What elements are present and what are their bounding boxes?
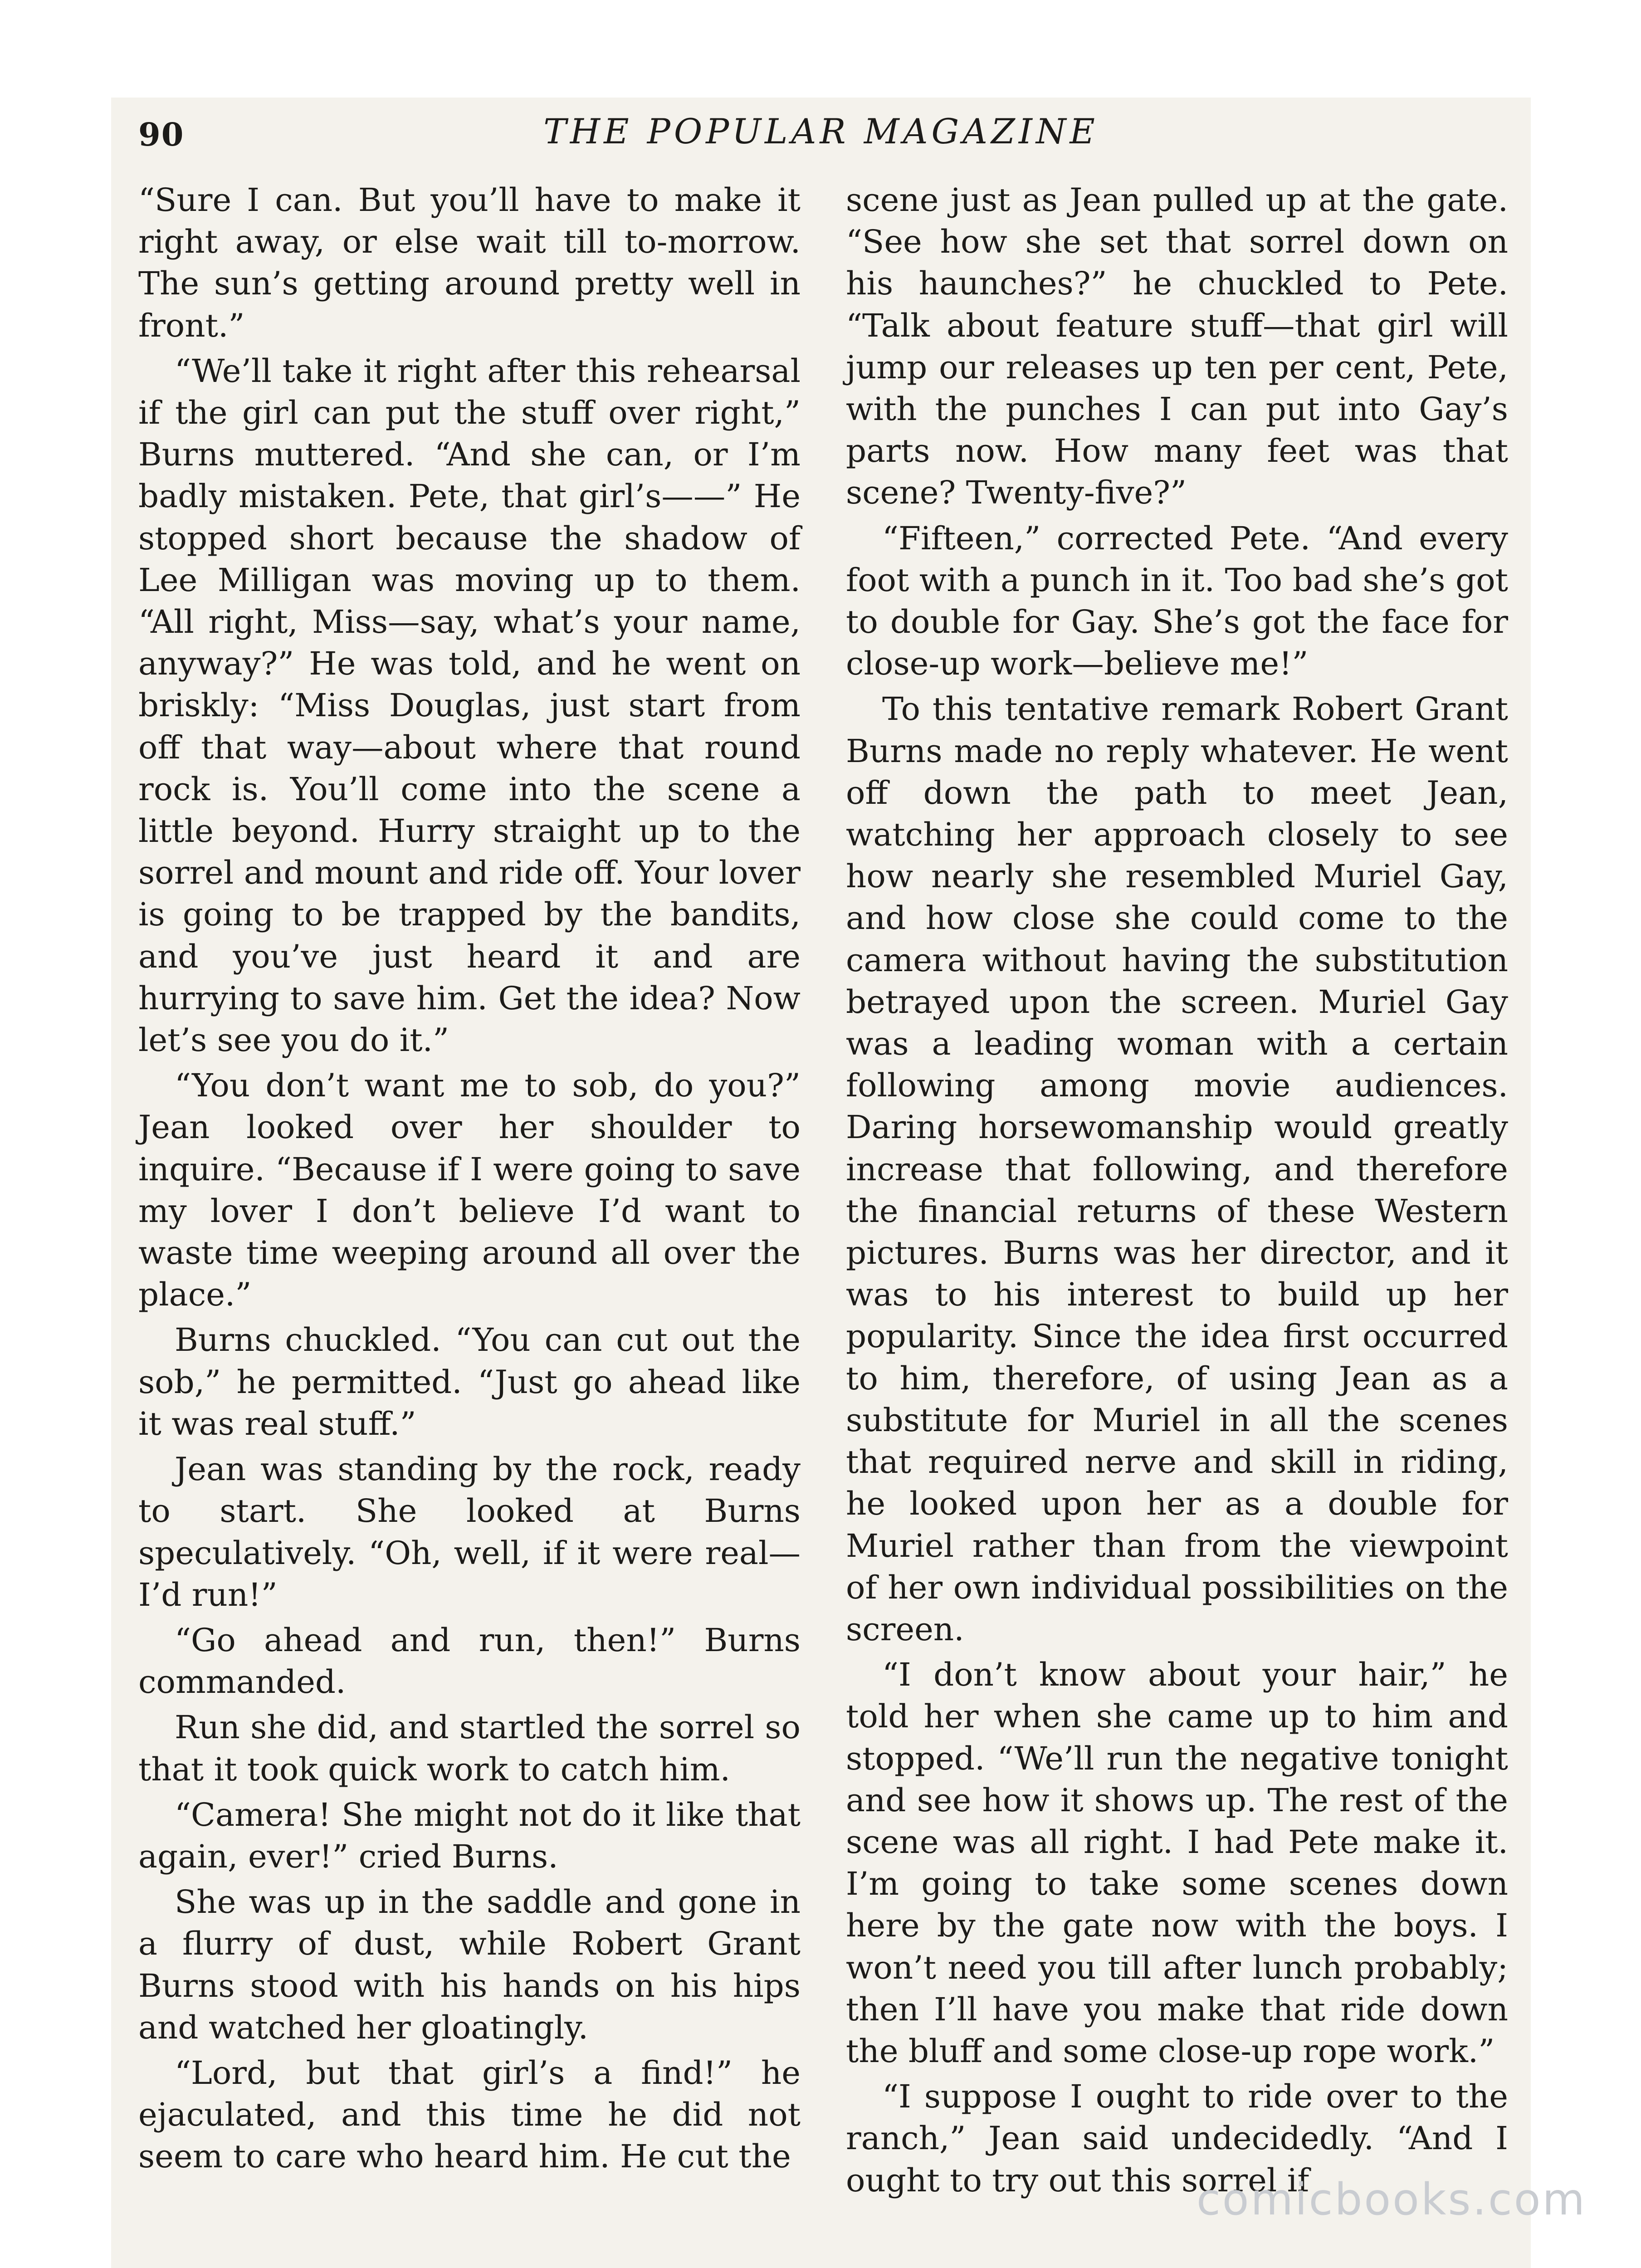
paragraph: She was up in the saddle and gone in a flurry of dust, while Robert Grant Burns stood with his hands on his hips and watched her gloatingly.	[138, 1883, 801, 2046]
paragraph: To this tentative remark Robert Grant Burns made no reply whatever. He went off down the path to meet Jean, watching her approach closely to see how nearly she resembled Muriel Gay, and how close she could come to the camera without having the substitution betrayed upon the screen. Muriel Gay was a leading woman with a certain following among movie audiences. Daring horsewomanship would greatly increase that following, and therefore the financial returns of these Western pictures. Burns was her director, and it was to his interest to build up her popularity. Since the idea first occurred to him, therefore, of using Jean as a substitute for Muriel in all the scenes that required nerve and skill in riding, he looked upon her as a double for Muriel rather than from the viewpoint of her own individual possibilities on the screen.	[846, 690, 1508, 1648]
paragraph: “I don’t know about your hair,” he told her when she came up to him and stopped. “We’ll run the negative tonight and see how it shows up. The rest of the scene was all right. I had Pete make it. I’m going to take some scenes down here by the gate now with the boys. I won’t need you till after lunch probably; then I’ll have you make that ride down the bluff and some close-up rope work.”	[846, 1656, 1508, 2070]
paragraph: Run she did, and startled the sorrel so that it took quick work to catch him.	[138, 1709, 801, 1788]
left-column	[138, 179, 801, 2181]
running-title: THE POPULAR MAGAZINE	[543, 111, 1099, 152]
paragraph: “I suppose I ought to ride over to the ranch,” Jean said undecidedly. “And I ought to try out this sorrel if	[846, 2078, 1508, 2199]
paragraph: “Sure I can. But you’ll have to make it right away, or else wait till to-morrow. The sun’s getting around pretty well in front.”	[138, 181, 801, 344]
paragraph: “Fifteen,” corrected Pete. “And every foot with a punch in it. Too bad she’s got to double for Gay. She’s got the face for close-up work—believe me!”	[846, 519, 1508, 683]
paragraph: Burns chuckled. “You can cut out the sob,” he permitted. “Just go ahead like it was real stuff.”	[138, 1321, 801, 1442]
paragraph: “You don’t want me to sob, do you?” Jean looked over her shoulder to inquire. “Because if I were going to save my lover I don’t believe I’d want to waste time weeping around all over the place.”	[138, 1067, 801, 1314]
paragraph: “Go ahead and run, then!” Burns commanded.	[138, 1621, 801, 1701]
watermark: comicbooks.com	[1196, 2174, 1587, 2225]
right-column	[846, 179, 1508, 2205]
paragraph: “Lord, but that girl’s a find!” he ejaculated, and this time he did not seem to care who heard him. He cut the	[138, 2054, 801, 2175]
paragraph: Jean was standing by the rock, ready to start. She looked at Burns speculatively. “Oh, well, if it were real—I’d run!”	[138, 1451, 801, 1613]
paragraph: “Camera! She might not do it like that again, ever!” cried Burns.	[138, 1796, 801, 1875]
page-header	[138, 107, 1504, 166]
paragraph: scene just as Jean pulled up at the gate. “See how she set that sorrel down on his haunches?” he chuckled to Pete. “Talk about feature stuff—that girl will jump our releases up ten per cent, Pete, with the punches I can put into Gay’s parts now. How many feet was that scene? Twenty-five?”	[846, 181, 1508, 512]
page-number: 90	[138, 116, 185, 153]
paragraph: “We’ll take it right after this rehearsal if the girl can put the stuff over right,” Burns muttered. “And she can, or I’m badly mistaken. Pete, that girl’s——” He stopped short because the shadow of Lee Milligan was moving up to them. “All right, Miss—say, what’s your name, anyway?” He was told, and he went on briskly: “Miss Douglas, just start from off that way—about where that round rock is. You’ll come into the scene a little beyond. Hurry straight up to the sorrel and mount and ride off. Your lover is going to be trapped by the bandits, and you’ve just heard it and are hurrying to save him. Get the idea? Now let’s see you do it.”	[138, 352, 801, 1059]
magazine-page	[111, 98, 1531, 2268]
